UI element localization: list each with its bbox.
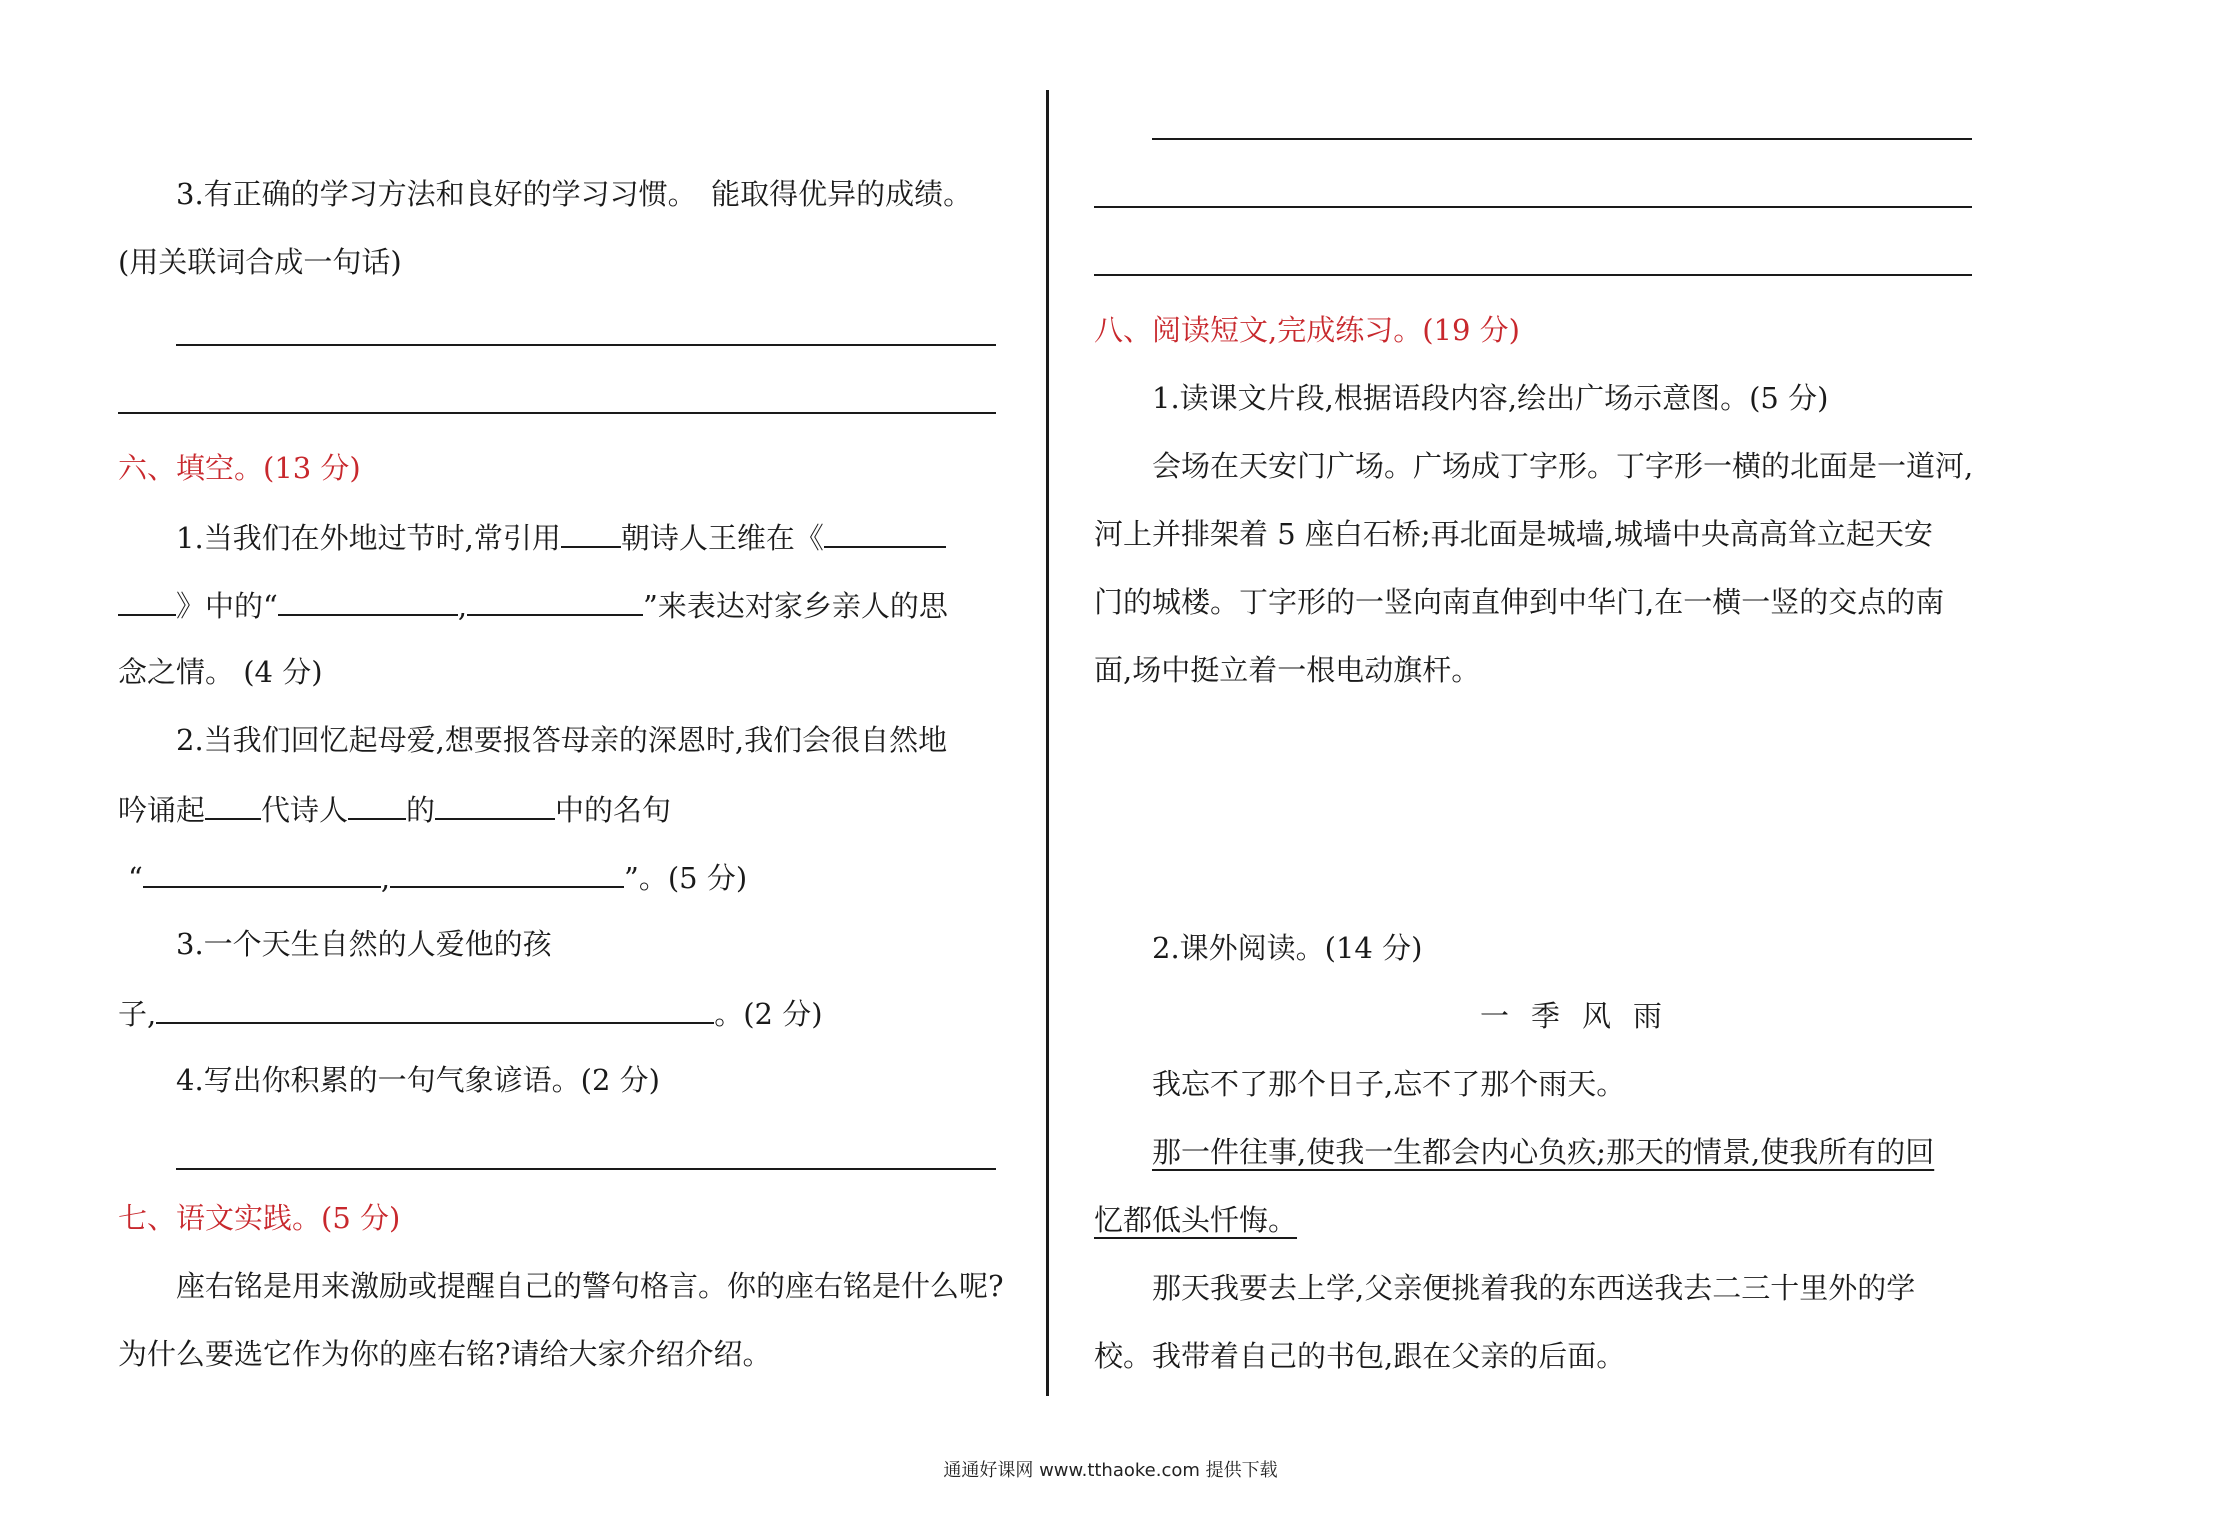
section-8-title: 八、阅读短文,完成练习。(19 分) bbox=[1094, 313, 1520, 347]
q6-3-line1: 3.一个天生自然的人爱他的孩 bbox=[176, 927, 552, 961]
q6-1-text-a: 1.当我们在外地过节时,常引用 bbox=[176, 521, 561, 555]
q6-1-line3: 念之情。 (4 分) bbox=[118, 655, 323, 689]
q5-3-line2: (用关联词合成一句话) bbox=[118, 245, 402, 279]
q6-2-text-h: ”。(5 分) bbox=[624, 861, 748, 895]
q6-3-text-c: 。(2 分) bbox=[714, 997, 823, 1031]
answer-line[interactable] bbox=[1094, 206, 1972, 208]
q6-2-text-g: , bbox=[380, 861, 391, 895]
q6-1-text-e: ”来表达对家乡亲人的思 bbox=[643, 589, 948, 623]
q6-1-text-b: 朝诗人王维在《 bbox=[620, 521, 824, 555]
q6-4: 4.写出你积累的一句气象谚语。(2 分) bbox=[176, 1063, 660, 1097]
blank-verse-1[interactable] bbox=[278, 584, 458, 616]
q6-1-text-d: , bbox=[457, 589, 468, 623]
blank-poem[interactable] bbox=[435, 788, 555, 820]
answer-line[interactable] bbox=[1152, 138, 1972, 140]
q6-2-line1: 2.当我们回忆起母爱,想要报答母亲的深恩时,我们会很自然地 bbox=[176, 723, 948, 757]
blank-verse-4[interactable] bbox=[390, 856, 624, 888]
q5-3-line1: 3.有正确的学习方法和良好的学习习惯。 能取得优异的成绩。 bbox=[176, 177, 973, 211]
answer-line[interactable] bbox=[1094, 274, 1972, 276]
q6-1-line2 bbox=[118, 584, 948, 626]
blank-poem-title-cont[interactable] bbox=[118, 584, 176, 616]
story-line: 校。我带着自己的书包,跟在父亲的后面。 bbox=[1094, 1339, 1626, 1373]
passage-line: 门的城楼。丁字形的一竖向南直伸到中华门,在一横一竖的交点的南 bbox=[1094, 585, 1945, 619]
story-line: 我忘不了那个日子,忘不了那个雨天。 bbox=[1152, 1067, 1626, 1101]
footer-credit: 通通好课网 www.tthaoke.com 提供下载 bbox=[943, 1460, 1278, 1481]
s7-line1: 座右铭是用来激励或提醒自己的警句格言。你的座右铭是什么呢? bbox=[176, 1269, 1004, 1303]
q6-2-text-d: 的 bbox=[406, 793, 436, 827]
q6-2-line3 bbox=[128, 856, 747, 898]
blank-poet[interactable] bbox=[348, 788, 406, 820]
story-line: 那天我要去上学,父亲便挑着我的东西送我去二三十里外的学 bbox=[1152, 1271, 1916, 1305]
answer-line[interactable] bbox=[118, 412, 996, 414]
passage-line: 河上并排架着 5 座白石桥;再北面是城墙,城墙中央高高耸立起天安 bbox=[1094, 517, 1933, 551]
q6-3-text-b: 子, bbox=[118, 997, 157, 1031]
story-underlined-line: 忆都低头忏悔。 bbox=[1094, 1203, 1298, 1237]
q6-1-line1 bbox=[176, 516, 946, 558]
s7-line2: 为什么要选它作为你的座右铭?请给大家介绍介绍。 bbox=[118, 1337, 772, 1371]
column-divider bbox=[1046, 90, 1049, 1396]
q6-1-text-c: 》中的“ bbox=[176, 589, 278, 623]
q6-2-text-f: “ bbox=[128, 861, 143, 895]
blank-dynasty[interactable] bbox=[561, 516, 621, 548]
section-7-title: 七、语文实践。(5 分) bbox=[118, 1201, 401, 1235]
q6-3-line2 bbox=[118, 992, 823, 1034]
passage-line: 面,场中挺立着一根电动旗杆。 bbox=[1094, 653, 1481, 687]
blank-poem-title[interactable] bbox=[824, 516, 946, 548]
blank-verse-2[interactable] bbox=[467, 584, 643, 616]
answer-line[interactable] bbox=[176, 344, 996, 346]
story-title: 一季风雨 bbox=[1480, 999, 1685, 1033]
blank-q6-3[interactable] bbox=[156, 992, 714, 1024]
answer-line[interactable] bbox=[176, 1168, 996, 1170]
section-6-title: 六、填空。(13 分) bbox=[118, 451, 361, 485]
story-underlined-line: 那一件往事,使我一生都会内心负疚;那天的情景,使我所有的回 bbox=[1152, 1135, 1935, 1169]
blank-verse-3[interactable] bbox=[143, 856, 381, 888]
q8-1: 1.读课文片段,根据语段内容,绘出广场示意图。(5 分) bbox=[1152, 381, 1829, 415]
q6-2-text-b: 吟诵起 bbox=[118, 793, 206, 827]
passage-line: 会场在天安门广场。广场成丁字形。丁字形一横的北面是一道河, bbox=[1152, 449, 1974, 483]
blank-dynasty-2[interactable] bbox=[205, 788, 261, 820]
q6-2-line2 bbox=[118, 788, 671, 830]
q6-2-text-c: 代诗人 bbox=[261, 793, 349, 827]
q6-2-text-e: 中的名句 bbox=[555, 793, 672, 827]
q8-2: 2.课外阅读。(14 分) bbox=[1152, 931, 1423, 965]
